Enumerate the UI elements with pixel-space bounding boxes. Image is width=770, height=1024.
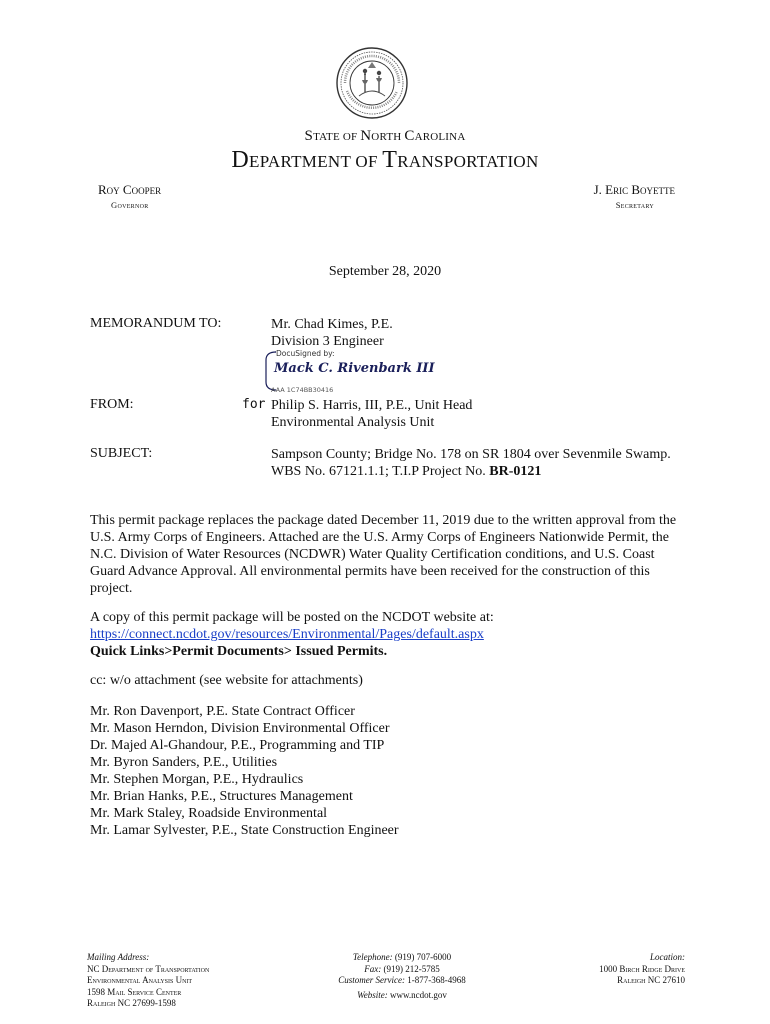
- state-heading-s: S: [304, 128, 314, 144]
- subject-line-2: [271, 463, 541, 480]
- state-heading-n: N: [360, 128, 372, 144]
- from-line-1: Philip S. Harris, III, P.E., Unit Head: [271, 398, 473, 413]
- telephone-label: Telephone:: [352, 952, 393, 962]
- docusign-header: DocuSigned by:: [276, 349, 335, 358]
- paragraph-line: U.S. Army Corps of Engineers. Attached are the U.S. Army Corps of Engineers Nationwide Permit, the: [90, 530, 669, 545]
- list-item: Mr. Brian Hanks, P.E., Structures Management: [90, 789, 353, 804]
- state-heading: [0, 128, 770, 145]
- ncdot-permit-link[interactable]: https://connect.ncdot.gov/resources/Environmental/Pages/default.aspx: [90, 627, 484, 642]
- department-heading-t: T: [382, 147, 398, 173]
- department-heading-epartment: EPARTMENT OF: [249, 152, 383, 171]
- telephone: (919) 707-6000: [394, 952, 452, 962]
- list-item: Dr. Majed Al-Ghandour, P.E., Programming and TIP: [90, 738, 385, 753]
- fax: (919) 212-5785: [383, 963, 440, 974]
- footer-line: Environmental Analysis Unit: [87, 975, 193, 985]
- state-heading-tate-of: TATE OF: [313, 131, 361, 143]
- paragraph-line: Guard Advance Approval. All environmental permits have been received for the construction of this: [90, 564, 650, 579]
- footer-line: Raleigh NC 27610: [617, 975, 685, 985]
- website-label: Website:: [357, 989, 388, 1000]
- footer-contact: [327, 952, 477, 1001]
- list-item: Mr. Mark Staley, Roadside Environmental: [90, 806, 328, 821]
- customer-service-label: Customer Service:: [338, 975, 405, 985]
- footer-line: Raleigh NC 27699-1598: [87, 998, 176, 1008]
- body-paragraph-2: [90, 609, 690, 660]
- fax-label: Fax:: [364, 963, 382, 974]
- subject-project-number: BR-0121: [489, 464, 542, 479]
- footer-line: 1000 Birch Ridge Drive: [599, 963, 685, 974]
- list-item: Mr. Mason Herndon, Division Environmental Officer: [90, 721, 390, 736]
- paragraph-line: A copy of this permit package will be posted on the NCDOT website at:: [90, 610, 494, 625]
- governor-name: Roy Cooper: [98, 182, 162, 197]
- memorandum-to-label: MEMORANDUM TO:: [90, 316, 222, 331]
- to-line-1: Mr. Chad Kimes, P.E.: [271, 317, 393, 332]
- secretary-title: Secretary: [615, 200, 654, 210]
- footer-line: NC Department of Transportation: [87, 963, 210, 974]
- subject-wbs-text: WBS No. 67121.1.1; T.I.P Project No.: [271, 464, 490, 479]
- for-text: for: [242, 397, 266, 412]
- from-label: FROM:: [90, 397, 134, 412]
- governor-title: Governor: [111, 200, 149, 210]
- location-label: Location:: [650, 952, 685, 962]
- list-item: Mr. Ron Davenport, P.E. State Contract Officer: [90, 704, 355, 719]
- list-item: Mr. Stephen Morgan, P.E., Hydraulics: [90, 772, 304, 787]
- memo-date: September 28, 2020: [328, 264, 442, 279]
- cc-list: [90, 703, 690, 839]
- customer-service: 1-877-368-4968: [407, 975, 466, 985]
- docusign-id: AAA 1C74BB30416: [271, 386, 334, 394]
- subject-line-1: Sampson County; Bridge No. 178 on SR 1804 over Sevenmile Swamp.: [271, 447, 671, 462]
- cc-line: cc: w/o attachment (see website for attachments): [90, 673, 363, 688]
- body-paragraph-1: [90, 512, 690, 597]
- paragraph-line: project.: [90, 581, 133, 596]
- department-heading: [0, 147, 770, 174]
- paragraph-line: N.C. Division of Water Resources (NCDWR) Water Quality Certification conditions, and U.S. Coast: [90, 547, 655, 562]
- state-heading-arolina: AROLINA: [414, 131, 466, 143]
- footer-location: [585, 952, 685, 987]
- list-item: Mr. Lamar Sylvester, P.E., State Construction Engineer: [90, 823, 399, 838]
- footer-mailing-address: [87, 952, 209, 1010]
- paragraph-line: This permit package replaces the package dated December 11, 2019 due to the written approval from the: [90, 513, 677, 528]
- mailing-label: Mailing Address:: [87, 952, 150, 962]
- state-heading-orth: ORTH: [371, 131, 405, 143]
- list-item: Mr. Byron Sanders, P.E., Utilities: [90, 755, 278, 770]
- from-line-2: Environmental Analysis Unit: [271, 415, 435, 430]
- website: www.ncdot.gov: [390, 989, 447, 1000]
- footer-line: 1598 Mail Service Center: [87, 986, 182, 997]
- nc-state-seal-icon: [335, 46, 409, 120]
- department-heading-ransportation: RANSPORTATION: [397, 152, 539, 171]
- subject-label: SUBJECT:: [90, 446, 153, 461]
- to-line-2: Division 3 Engineer: [271, 334, 384, 349]
- department-heading-d: D: [231, 147, 250, 173]
- signature: Mack C. Rivenbark III: [274, 361, 435, 376]
- quick-links-instruction: Quick Links>Permit Documents> Issued Permits.: [90, 644, 388, 659]
- secretary-name: J. Eric Boyette: [593, 182, 675, 197]
- state-heading-c: C: [404, 128, 415, 144]
